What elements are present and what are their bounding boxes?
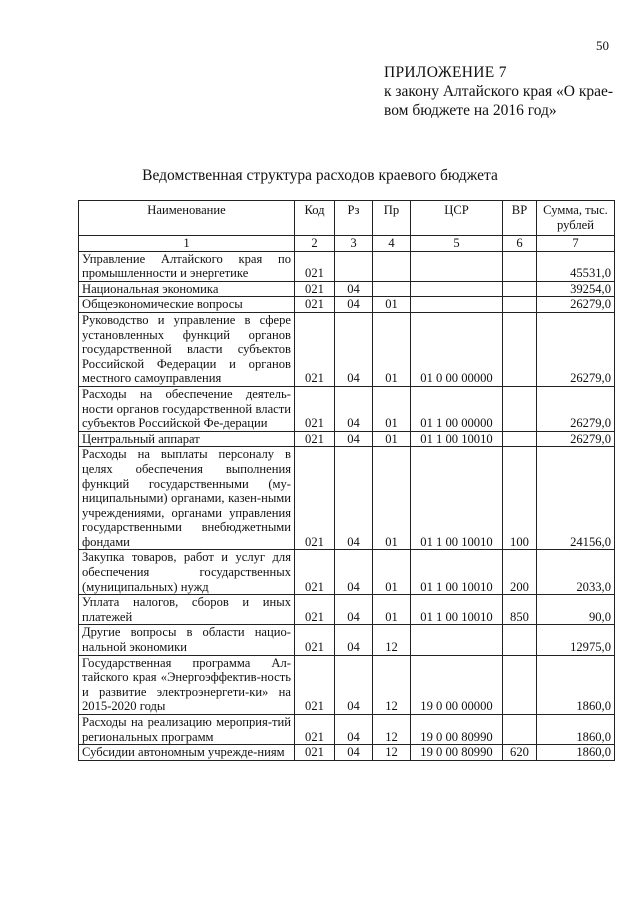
cell-sum: 24156,0: [537, 447, 615, 550]
cell-csr: 01 1 00 00000: [411, 386, 503, 431]
cell-kod: 021: [295, 715, 335, 745]
table-row: [79, 297, 615, 313]
cell-name: Расходы на обеспечение деятель-ности органов государственной власти субъектов Российской Фе-дерации: [79, 386, 295, 431]
cell-vr: 200: [503, 550, 537, 595]
table-row: [79, 386, 615, 431]
cell-name: Общеэкономические вопросы: [79, 297, 295, 313]
cell-pr: 12: [373, 655, 411, 714]
table-row: [79, 251, 615, 281]
cell-pr: 01: [373, 297, 411, 313]
cell-pr: 01: [373, 550, 411, 595]
cell-pr: 01: [373, 595, 411, 625]
cell-rz: 04: [335, 312, 373, 386]
cell-name: Закупка товаров, работ и услуг для обеспечения государственных (муниципальных) нужд: [79, 550, 295, 595]
header-kod: Код: [295, 201, 335, 236]
header-number-row: [79, 236, 615, 252]
cell-kod: 021: [295, 625, 335, 655]
cell-name: Расходы на выплаты персоналу в целях обеспечения выполнения функций государственными (му-ниципальными) органами, казен-ными учреждениями, органами управления государственными внебюджетными фондами: [79, 447, 295, 550]
cell-rz: 04: [335, 745, 373, 761]
cell-csr: [411, 297, 503, 313]
appendix-title: ПРИЛОЖЕНИЕ 7: [384, 64, 507, 81]
cell-name: Руководство и управление в сфере установленных функций органов государственной власти субъектов Российской Федерации и органов местного самоуправления: [79, 312, 295, 386]
cell-vr: 850: [503, 595, 537, 625]
cell-kod: 021: [295, 297, 335, 313]
cell-kod: 021: [295, 281, 335, 297]
cell-pr: 12: [373, 625, 411, 655]
cell-pr: 01: [373, 312, 411, 386]
cell-vr: [503, 281, 537, 297]
cell-csr: 01 1 00 10010: [411, 550, 503, 595]
cell-kod: 021: [295, 595, 335, 625]
header-pr: Пр: [373, 201, 411, 236]
cell-csr: 19 0 00 80990: [411, 745, 503, 761]
cell-rz: 04: [335, 447, 373, 550]
cell-name: Центральный аппарат: [79, 431, 295, 447]
cell-pr: 12: [373, 745, 411, 761]
header-number: 1: [79, 236, 295, 252]
cell-sum: 26279,0: [537, 431, 615, 447]
cell-sum: 2033,0: [537, 550, 615, 595]
cell-sum: 45531,0: [537, 251, 615, 281]
page-number: 50: [596, 38, 609, 53]
cell-sum: 1860,0: [537, 655, 615, 714]
cell-kod: 021: [295, 251, 335, 281]
table-row: [79, 745, 615, 761]
cell-name: Уплата налогов, сборов и иных платежей: [79, 595, 295, 625]
cell-pr: 01: [373, 386, 411, 431]
cell-vr: [503, 297, 537, 313]
cell-name: Расходы на реализацию мероприя-тий региональных программ: [79, 715, 295, 745]
cell-name: Государственная программа Ал-тайского края «Энергоэффектив-ность и развитие электроэнергети-ки» на 2015-2020 годы: [79, 655, 295, 714]
header-number: 4: [373, 236, 411, 252]
table-row: [79, 550, 615, 595]
budget-table: [78, 200, 615, 761]
cell-pr: 12: [373, 715, 411, 745]
header-rz: Рз: [335, 201, 373, 236]
header-number: 3: [335, 236, 373, 252]
cell-vr: [503, 715, 537, 745]
cell-kod: 021: [295, 431, 335, 447]
header-number: 6: [503, 236, 537, 252]
cell-csr: 01 0 00 00000: [411, 312, 503, 386]
cell-kod: 021: [295, 386, 335, 431]
cell-rz: 04: [335, 297, 373, 313]
cell-rz: 04: [335, 281, 373, 297]
cell-kod: 021: [295, 447, 335, 550]
header-csr: ЦСР: [411, 201, 503, 236]
cell-csr: [411, 625, 503, 655]
header-sum: Сумма, тыс. рублей: [537, 201, 615, 236]
cell-vr: 620: [503, 745, 537, 761]
cell-pr: [373, 281, 411, 297]
header-number: 2: [295, 236, 335, 252]
cell-sum: 1860,0: [537, 715, 615, 745]
cell-name: Другие вопросы в области нацио-нальной экономики: [79, 625, 295, 655]
cell-sum: 39254,0: [537, 281, 615, 297]
cell-rz: 04: [335, 431, 373, 447]
table-row: [79, 625, 615, 655]
header-number: 7: [537, 236, 615, 252]
cell-vr: [503, 251, 537, 281]
header-name: Наименование: [79, 201, 295, 236]
cell-csr: [411, 251, 503, 281]
table-row: [79, 655, 615, 714]
cell-name: Субсидии автономным учрежде-ниям: [79, 745, 295, 761]
cell-sum: 1860,0: [537, 745, 615, 761]
table-row: [79, 312, 615, 386]
cell-csr: 19 0 00 80990: [411, 715, 503, 745]
cell-rz: 04: [335, 625, 373, 655]
cell-csr: 01 1 00 10010: [411, 431, 503, 447]
appendix-block: [384, 63, 624, 120]
table-row: [79, 431, 615, 447]
cell-kod: 021: [295, 312, 335, 386]
cell-vr: [503, 386, 537, 431]
cell-rz: 04: [335, 386, 373, 431]
cell-kod: 021: [295, 550, 335, 595]
cell-pr: 01: [373, 431, 411, 447]
cell-csr: 19 0 00 00000: [411, 655, 503, 714]
header-row: [79, 201, 615, 236]
cell-csr: 01 1 00 10010: [411, 447, 503, 550]
document-title: Ведомственная структура расходов краевого бюджета: [142, 167, 498, 184]
cell-rz: 04: [335, 550, 373, 595]
cell-sum: 26279,0: [537, 386, 615, 431]
table-row: [79, 715, 615, 745]
table-row: [79, 447, 615, 550]
appendix-line-1: к закону Алтайского края «О крае-: [384, 83, 614, 100]
table-row: [79, 281, 615, 297]
appendix-line-2: вом бюджете на 2016 год»: [384, 102, 557, 119]
cell-rz: 04: [335, 655, 373, 714]
cell-rz: 04: [335, 715, 373, 745]
cell-vr: [503, 431, 537, 447]
cell-rz: 04: [335, 595, 373, 625]
table-row: [79, 595, 615, 625]
cell-vr: [503, 312, 537, 386]
cell-vr: [503, 655, 537, 714]
cell-csr: [411, 281, 503, 297]
cell-sum: 12975,0: [537, 625, 615, 655]
cell-kod: 021: [295, 655, 335, 714]
cell-rz: [335, 251, 373, 281]
cell-name: Национальная экономика: [79, 281, 295, 297]
cell-vr: [503, 625, 537, 655]
cell-csr: 01 1 00 10010: [411, 595, 503, 625]
cell-pr: [373, 251, 411, 281]
header-vr: ВР: [503, 201, 537, 236]
budget-table-body: [79, 251, 615, 760]
cell-vr: 100: [503, 447, 537, 550]
cell-name: Управление Алтайского края по промышленности и энергетике: [79, 251, 295, 281]
cell-sum: 90,0: [537, 595, 615, 625]
header-number: 5: [411, 236, 503, 252]
cell-sum: 26279,0: [537, 297, 615, 313]
cell-pr: 01: [373, 447, 411, 550]
cell-sum: 26279,0: [537, 312, 615, 386]
cell-kod: 021: [295, 745, 335, 761]
